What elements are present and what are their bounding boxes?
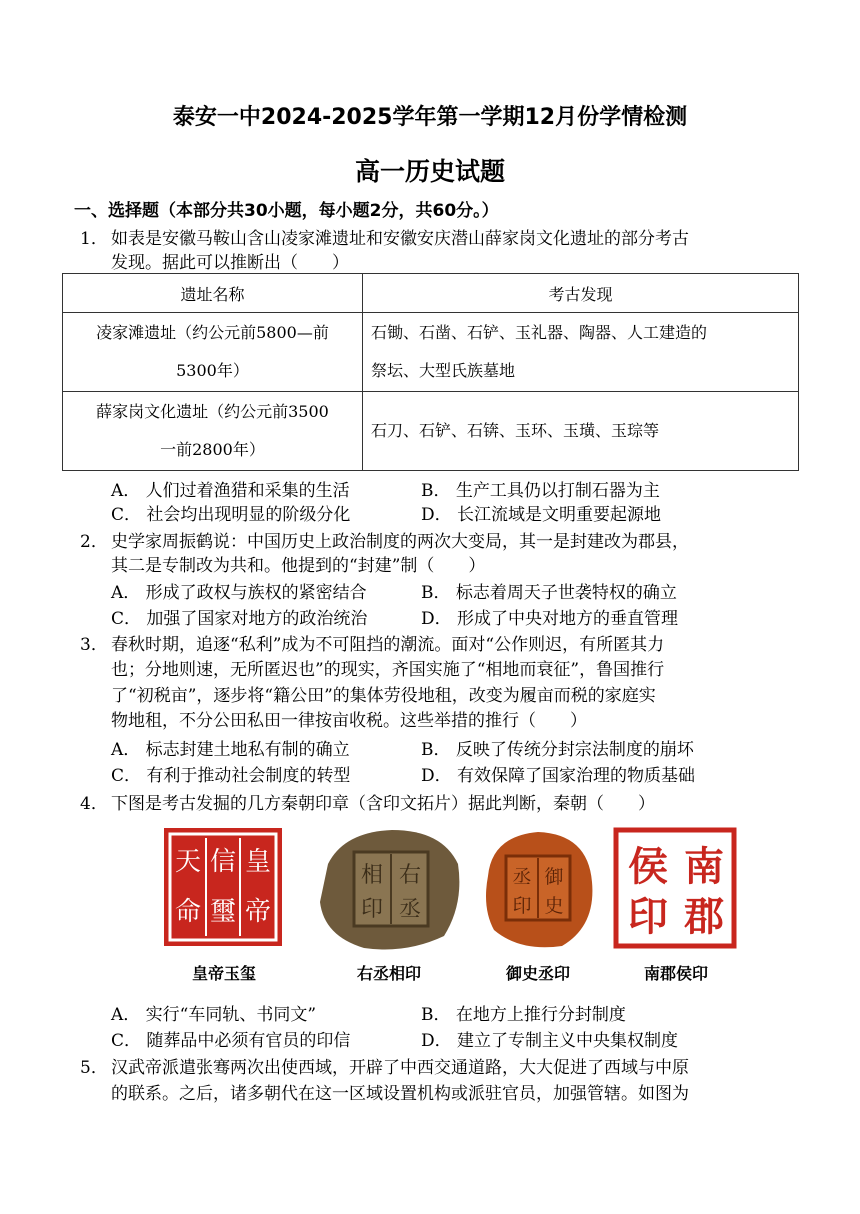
q5-stem-line1: 汉武帝派遣张骞两次出使西域，开辟了中西交通道路，大大促进了西域与中原 — [111, 1058, 689, 1078]
q3-stem-line3: 了“初税亩”，逐步将“籍公田”的集体劳役地租，改变为履亩而税的家庭实 — [111, 686, 656, 706]
seal-char: 相 — [360, 863, 384, 888]
q2-number: 2． — [80, 532, 108, 552]
q2-stem-line1: 史学家周振鹤说：中国历史上政治制度的两次大变局，其一是封建改为郡县， — [111, 532, 689, 552]
q1-option-d[interactable]: D． 长江流域是文明重要起源地 — [421, 505, 662, 525]
q2-option-c[interactable]: C． 加强了国家对地方的政治统治 — [111, 609, 368, 629]
q4-number: 4． — [80, 794, 108, 814]
seal-char: 侯 — [628, 843, 668, 890]
findings-line: 祭坛、大型氏族墓地 — [371, 361, 516, 380]
seal-char: 印 — [360, 897, 384, 922]
table-row — [63, 313, 799, 392]
seal-char: 帝 — [244, 897, 272, 927]
findings-line: 石锄、石凿、石铲、玉礼器、陶器、人工建造的 — [371, 323, 708, 342]
seal-char: 信 — [209, 847, 237, 877]
seal-caption: 右丞相印 — [356, 964, 421, 983]
seal-char: 皇 — [244, 847, 272, 877]
q5-stem-line2: 的联系。之后，诸多朝代在这一区域设置机构或派驻官员，加强管辖。如图为 — [111, 1084, 689, 1104]
site-line: 薛家岗文化遗址（约公元前3500 — [96, 402, 329, 421]
seal-char: 丞 — [398, 897, 422, 922]
q1-option-b[interactable]: B． 生产工具仍以打制石器为主 — [421, 481, 660, 501]
findings-line: 石刀、石铲、石锛、玉环、玉璜、玉琮等 — [371, 421, 660, 440]
seal-caption: 南郡侯印 — [643, 964, 708, 983]
q1-option-a[interactable]: A． 人们过着渔猎和采集的生活 — [111, 481, 350, 501]
table-cell-findings — [363, 313, 799, 392]
table-row — [63, 392, 799, 471]
q3-stem-line1: 春秋时期，追逐“私利”成为不可阻挡的潮流。面对“公作则迟，有所匿其力 — [111, 635, 665, 655]
q3-option-b[interactable]: B． 反映了传统分封宗法制度的崩坏 — [421, 740, 694, 760]
table-header-site: 遗址名称 — [63, 274, 363, 313]
q3-stem-line2: 也；分地则速，无所匿迟也”的现实，齐国实施了“相地而衰征”，鲁国推行 — [111, 660, 665, 680]
seal-caption: 皇帝玉玺 — [191, 964, 256, 983]
seal-char: 郡 — [684, 893, 724, 940]
seal-char: 印 — [512, 895, 532, 917]
q4-option-c[interactable]: C． 随葬品中必须有官员的印信 — [111, 1031, 351, 1051]
q1-stem-line2: 发现。据此可以推断出（ ） — [111, 253, 349, 273]
table-cell-site — [63, 392, 363, 471]
seal-char: 印 — [628, 893, 668, 940]
exam-subtitle: 高一历史试题 — [354, 157, 505, 186]
seal-char: 天 — [174, 847, 202, 877]
table-cell-site — [63, 313, 363, 392]
seal-image-yushicheng — [478, 826, 598, 952]
q2-stem-line2: 其二是专制改为共和。他提到的“封建”制（ ） — [111, 556, 486, 576]
seal-char: 御 — [544, 866, 564, 888]
seal-image-nanjunhou — [612, 826, 738, 950]
q2-option-d[interactable]: D． 形成了中央对地方的垂直管理 — [421, 609, 679, 629]
seal-char: 丞 — [512, 866, 532, 888]
q3-number: 3． — [80, 635, 108, 655]
q4-stem-line1: 下图是考古发掘的几方秦朝印章（含印文拓片）据此判断，秦朝（ ） — [111, 794, 655, 814]
seal-char: 右 — [398, 863, 422, 888]
seal-fill — [164, 828, 282, 946]
exam-title: 泰安一中2024-2025学年第一学期12月份学情检测 — [172, 105, 688, 130]
q1-option-c[interactable]: C． 社会均出现明显的阶级分化 — [111, 505, 351, 525]
seal-image-youchengxiang — [314, 824, 464, 954]
seal-char: 璽 — [209, 897, 237, 927]
q5-number: 5． — [80, 1058, 108, 1078]
site-line: 一前2800年） — [160, 440, 265, 459]
seal-caption: 御史丞印 — [505, 964, 570, 983]
q4-option-d[interactable]: D． 建立了专制主义中央集权制度 — [421, 1031, 679, 1051]
q3-option-d[interactable]: D． 有效保障了国家治理的物质基础 — [421, 766, 696, 786]
q3-stem-line4: 物地租，不分公田私田一律按亩收税。这些举措的推行（ ） — [111, 711, 587, 731]
table-header-row — [63, 274, 799, 313]
seal-image-huangdi — [162, 826, 284, 948]
q4-option-b[interactable]: B． 在地方上推行分封制度 — [421, 1005, 626, 1025]
q3-option-a[interactable]: A． 标志封建土地私有制的确立 — [111, 740, 350, 760]
seal-char: 命 — [174, 897, 202, 927]
seal-char: 南 — [684, 843, 724, 890]
q1-table — [62, 273, 799, 471]
table-header-findings: 考古发现 — [363, 274, 799, 313]
q1-stem-line1: 如表是安徽马鞍山含山凌家滩遗址和安徽安庆潜山薛家岗文化遗址的部分考古 — [111, 229, 689, 249]
q4-option-a[interactable]: A． 实行“车同轨、书同文” — [111, 1005, 317, 1025]
q2-option-a[interactable]: A． 形成了政权与族权的紧密结合 — [111, 583, 367, 603]
site-line: 凌家滩遗址（约公元前5800—前 — [96, 323, 329, 342]
q3-option-c[interactable]: C． 有利于推动社会制度的转型 — [111, 766, 351, 786]
seal-char: 史 — [544, 895, 564, 917]
section-heading: 一、选择题（本部分共30小题，每小题2分，共60分。） — [74, 201, 499, 221]
site-line: 5300年） — [176, 361, 249, 380]
table-cell-findings — [363, 392, 799, 471]
q2-option-b[interactable]: B． 标志着周天子世袭特权的确立 — [421, 583, 677, 603]
q1-number: 1． — [80, 229, 108, 249]
